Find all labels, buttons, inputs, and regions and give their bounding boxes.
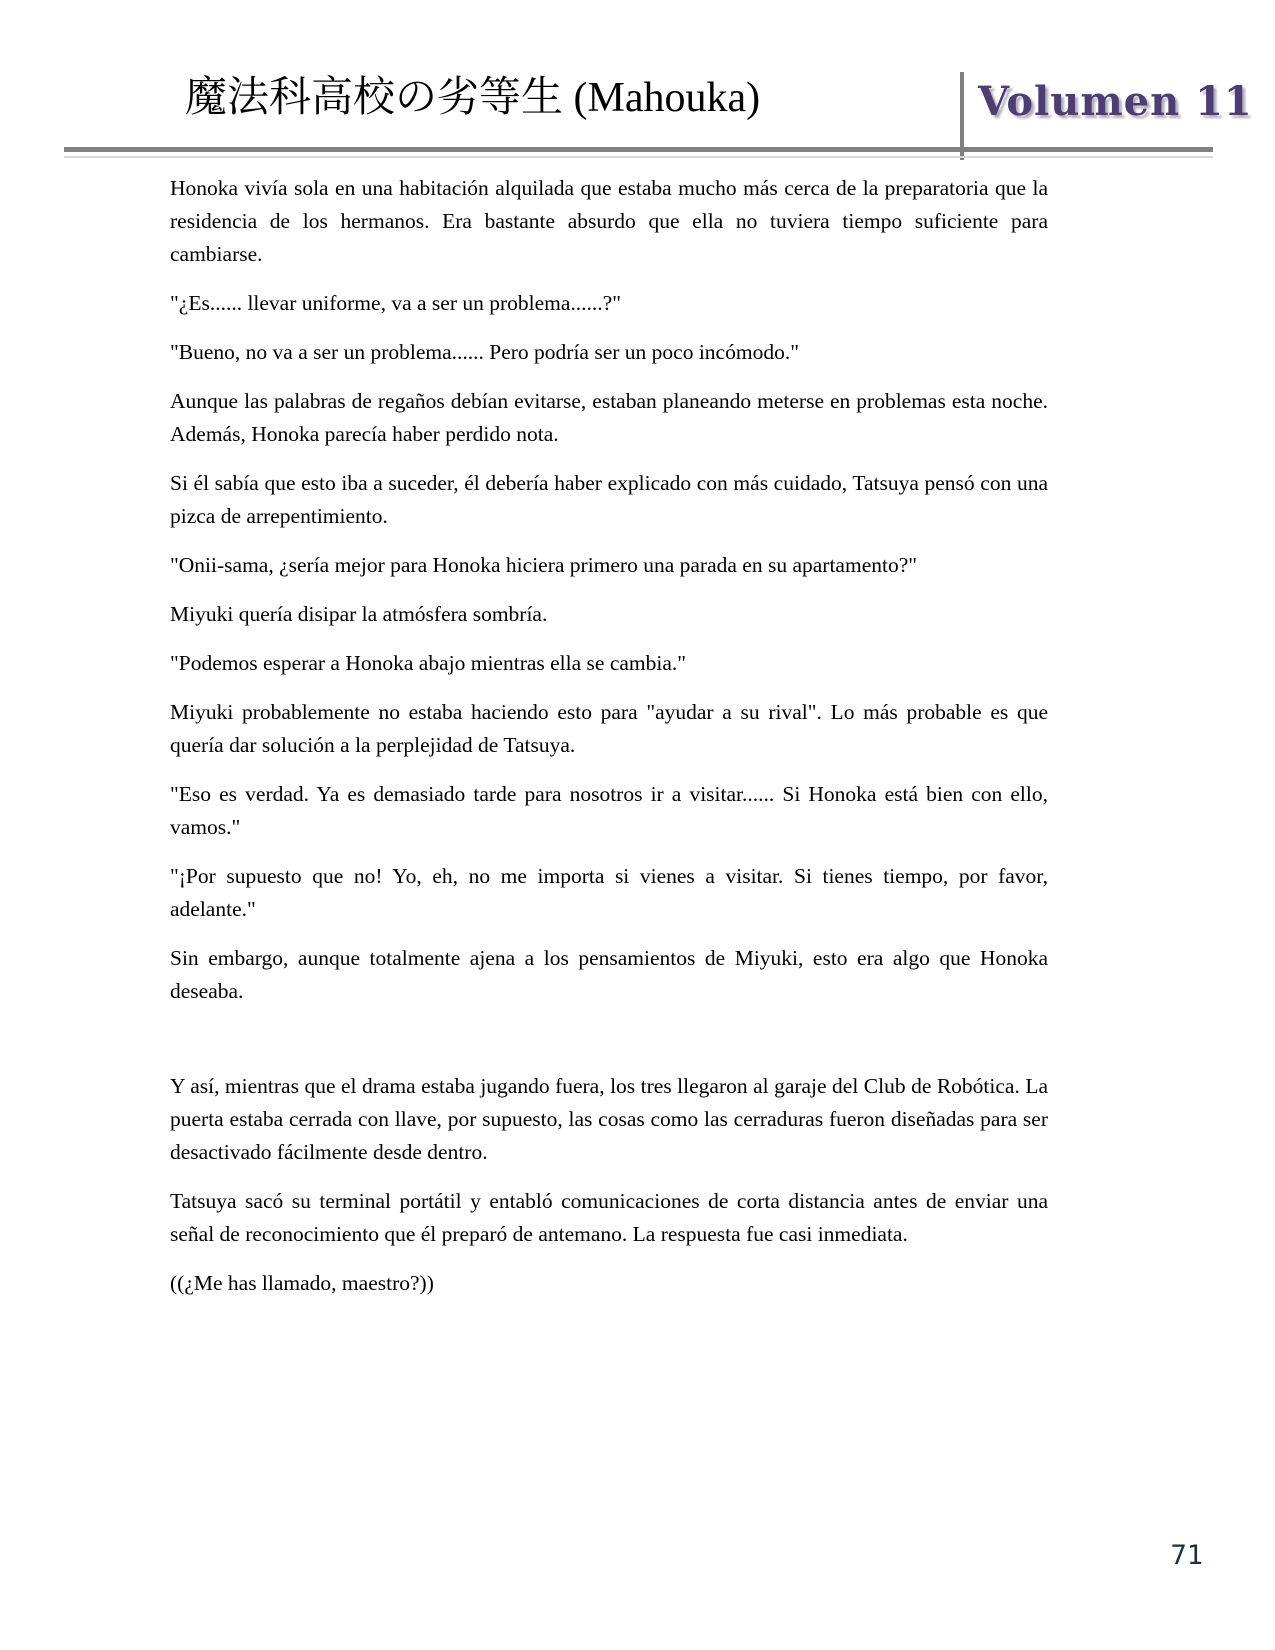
paragraph: Tatsuya sacó su terminal portátil y entabló comunicaciones de corta distancia antes de enviar una señal de reconocimiento que él preparó de antemano. La respuesta fue casi inmediata.	[170, 1189, 1048, 1246]
paragraph: Aunque las palabras de regaños debían evitarse, estaban planeando meterse en problemas esta noche. Además, Honoka parecía haber perdido nota.	[170, 389, 1048, 446]
scene-break	[170, 1024, 1048, 1070]
paragraph: "Onii-sama, ¿sería mejor para Honoka hiciera primero una parada en su apartamento?"	[170, 553, 918, 577]
page-number: 71	[1170, 1540, 1203, 1571]
paragraph: "¡Por supuesto que no! Yo, eh, no me importa si vienes a visitar. Si tienes tiempo, por favor, adelante."	[170, 864, 1048, 921]
document-body	[170, 172, 1048, 1316]
paragraph: ((¿Me has llamado, maestro?))	[170, 1271, 434, 1295]
paragraph: Honoka vivía sola en una habitación alquilada que estaba mucho más cerca de la preparatoria que la residencia de los hermanos. Era bastante absurdo que ella no tuviera tiempo suficiente para cambiarse.	[170, 176, 1048, 266]
paragraph: Miyuki probablemente no estaba haciendo esto para "ayudar a su rival". Lo más probable es que quería dar solución a la perplejidad de Tatsuya.	[170, 700, 1048, 757]
paragraph: Miyuki quería disipar la atmósfera sombría.	[170, 602, 548, 626]
paragraph: Y así, mientras que el drama estaba jugando fuera, los tres llegaron al garaje del Club de Robótica. La puerta estaba cerrada con llave, por supuesto, las cosas como las cerraduras fueron diseñadas para ser desactivado fácilmente desde dentro.	[170, 1074, 1048, 1164]
volume-label: Volumen 11	[978, 78, 1253, 125]
paragraph: Si él sabía que esto iba a suceder, él debería haber explicado con más cuidado, Tatsuya pensó con una pizca de arrepentimiento.	[170, 471, 1048, 528]
paragraph: "Bueno, no va a ser un problema...... Pero podría ser un poco incómodo."	[170, 340, 799, 364]
paragraph: "¿Es...... llevar uniforme, va a ser un problema......?"	[170, 291, 621, 315]
header-rule	[64, 147, 1213, 152]
paragraph: Sin embargo, aunque totalmente ajena a los pensamientos de Miyuki, esto era algo que Honoka deseaba.	[170, 946, 1048, 1003]
document-title: 魔法科高校の劣等生 (Mahouka)	[185, 75, 761, 121]
header-rule-shadow	[64, 156, 1213, 158]
paragraph: "Eso es verdad. Ya es demasiado tarde para nosotros ir a visitar...... Si Honoka está bien con ello, vamos."	[170, 782, 1048, 839]
paragraph: "Podemos esperar a Honoka abajo mientras ella se cambia."	[170, 651, 687, 675]
